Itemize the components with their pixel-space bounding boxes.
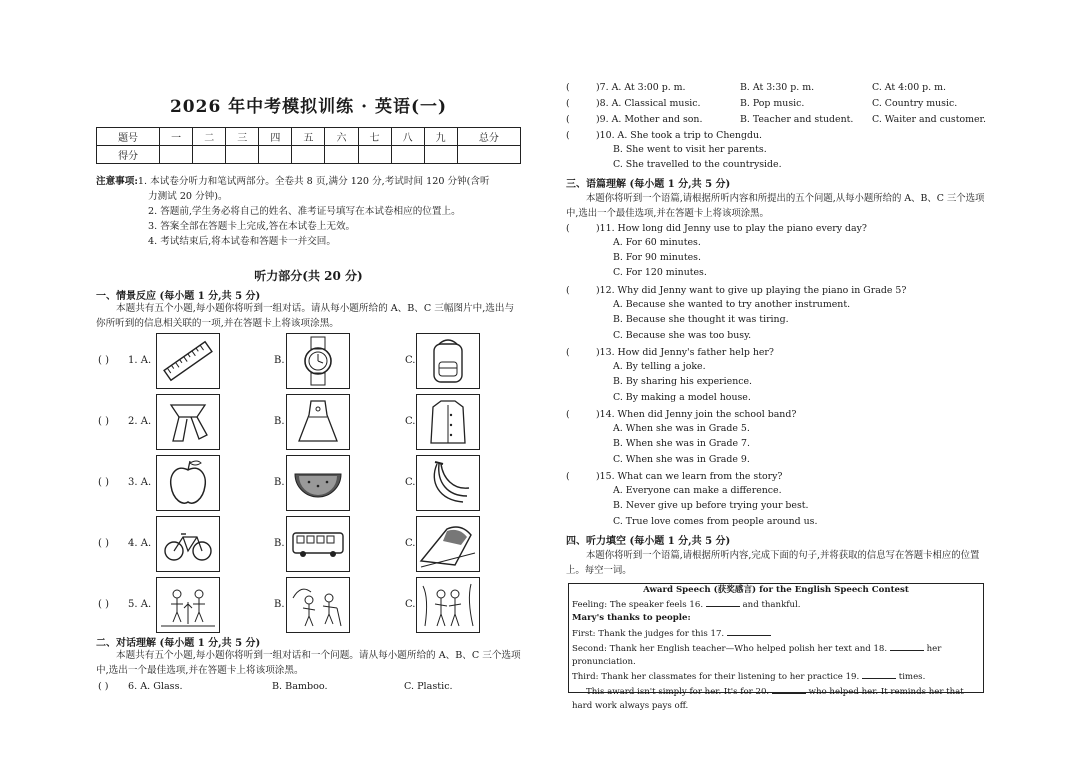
answer-bracket[interactable]: ( ) (98, 538, 109, 549)
bus-image[interactable] (286, 516, 350, 572)
speech-text: times. (898, 672, 926, 683)
option-b: B. When she was in Grade 7. (613, 438, 750, 449)
option-a: A. Because she wanted to try another instrument. (613, 299, 851, 310)
score-header-cell: 九 (424, 128, 457, 146)
option-c-label: C. (405, 355, 416, 366)
option-a: 6. A. Glass. (128, 681, 183, 692)
listening-section-title: 听力部分(共 20 分) (254, 269, 363, 283)
score-cell[interactable] (325, 146, 358, 164)
speech-text: and thankful. (742, 600, 801, 611)
option-c: C. At 4:00 p. m. (872, 82, 947, 93)
speech-text: Feeling: The speaker feels 16. (572, 600, 704, 611)
score-header-cell: 八 (391, 128, 424, 146)
score-cell[interactable] (193, 146, 226, 164)
score-cell[interactable] (358, 146, 391, 164)
question-text: )15. What can we learn from the story? (596, 471, 783, 482)
note-item: 2. 答题前,学生务必将自己的姓名、准考证号填写在本试卷相应的位置上。 (148, 206, 461, 217)
apple-image[interactable] (156, 455, 220, 511)
question-text: )13. How did Jenny's father help her? (596, 347, 774, 358)
option-c: C. Because she was too busy. (613, 330, 752, 341)
option-b: B. She went to visit her parents. (613, 144, 767, 155)
blank-16[interactable] (706, 597, 740, 607)
speech-first-line (572, 626, 980, 641)
question-number: 2. A. (128, 416, 152, 427)
option-c-label: C. (405, 477, 416, 488)
option-c-label: C. (405, 538, 416, 549)
score-cell[interactable] (424, 146, 457, 164)
option-a: A. Everyone can make a difference. (613, 485, 782, 496)
option-a: A. When she was in Grade 5. (613, 423, 750, 434)
score-header-cell: 六 (325, 128, 358, 146)
score-cell[interactable] (391, 146, 424, 164)
exam-notes (96, 174, 521, 249)
note-item: 4. 考试结束后,将本试卷和答题卡一并交回。 (148, 236, 336, 247)
note-item: 1. 本试卷分听力和笔试两部分。全卷共 8 页,满分 120 分,考试时间 120 分钟(含听 (137, 176, 490, 187)
score-header-cell: 题号 (97, 128, 160, 146)
speech-thanks-heading: Mary's thanks to people: (572, 613, 691, 624)
option-b: B. Bamboo. (272, 681, 328, 692)
score-cell[interactable] (292, 146, 325, 164)
score-cell[interactable] (160, 146, 193, 164)
blank-20[interactable] (772, 684, 806, 694)
question-1 (96, 333, 521, 389)
part3-heading: 三、语篇理解 (每小题 1 分,共 5 分) (566, 179, 731, 190)
notes-label: 注意事项: (96, 176, 138, 187)
score-table-header-row (97, 128, 521, 146)
train-image[interactable] (416, 516, 480, 572)
bicycle-image[interactable] (156, 516, 220, 572)
part2-heading: 二、对话理解 (每小题 1 分,共 5 分) (96, 638, 261, 649)
award-speech-box (568, 583, 984, 711)
option-b: B. Because she thought it was tiring. (613, 314, 789, 325)
score-header-cell: 五 (292, 128, 325, 146)
bananas-image[interactable] (416, 455, 480, 511)
option-c: C. Plastic. (404, 681, 453, 692)
dress-image[interactable] (286, 394, 350, 450)
couple-walking-image[interactable] (416, 577, 480, 633)
answer-bracket[interactable]: ( ) (98, 416, 109, 427)
blank-17[interactable] (727, 626, 771, 636)
right-page (566, 0, 986, 764)
option-b: B. Pop music. (740, 98, 805, 109)
option-a: )8. A. Classical music. (596, 98, 701, 109)
watch-image[interactable] (286, 333, 350, 389)
option-a: A. For 60 minutes. (613, 237, 701, 248)
answer-bracket[interactable]: ( (566, 285, 570, 296)
note-item: 力测试 20 分钟)。 (148, 191, 228, 202)
part1-heading: 一、情景反应 (每小题 1 分,共 5 分) (96, 291, 261, 302)
question-text: )12. Why did Jenny want to give up playing the piano in Grade 5? (596, 285, 907, 296)
part4-instruction: 本题你将听到一个语篇,请根据所听内容,完成下面的句子,并将获取的信息写在答题卡相应的位置上。每空一词。 (566, 550, 980, 576)
option-b-label: B. (274, 416, 285, 427)
scarf-image[interactable] (156, 394, 220, 450)
answer-bracket[interactable]: ( (566, 130, 570, 141)
score-cell[interactable] (457, 146, 520, 164)
option-c: C. True love comes from people around us. (613, 516, 818, 527)
score-header-cell: 总分 (457, 128, 520, 146)
speech-text: Third: Thank her classmates for their listening to her practice 19. (572, 672, 860, 683)
answer-bracket[interactable]: ( ) (98, 681, 109, 692)
question-3 (96, 455, 521, 511)
option-b-label: B. (274, 477, 285, 488)
score-cell[interactable] (259, 146, 292, 164)
backpack-image[interactable] (416, 333, 480, 389)
option-b: B. Never give up before trying your best. (613, 500, 809, 511)
part4-heading: 四、听力填空 (每小题 1 分,共 5 分) (566, 536, 731, 547)
speech-title: Award Speech (获奖感言) for the English Speech Contest (643, 585, 909, 595)
question-text: )14. When did Jenny join the school band? (596, 409, 797, 420)
answer-bracket[interactable]: ( (566, 409, 570, 420)
answer-bracket[interactable]: ( (566, 98, 570, 109)
speech-text: Second: Thank her English teacher—Who helped polish her text and 18. (572, 643, 888, 654)
question-number: 5. A. (128, 599, 152, 610)
option-c: C. For 120 minutes. (613, 267, 707, 278)
score-table (96, 127, 521, 164)
answer-bracket[interactable]: ( (566, 223, 570, 234)
option-a: )9. A. Mother and son. (596, 114, 703, 125)
option-b-label: B. (274, 599, 285, 610)
note-item: 3. 答案全部在答题卡上完成,答在本试卷上无效。 (148, 221, 356, 232)
option-a: )7. A. At 3:00 p. m. (596, 82, 686, 93)
score-row-label: 得分 (97, 146, 160, 164)
question-number: 3. A. (128, 477, 152, 488)
part3-instruction: 本题你将听到一个语篇,请根据所听内容和所提出的五个问题,从每小题所给的 A、B、C 三个选项中,选出一个最佳选项,并在答题卡上将该项涂黑。 (566, 193, 985, 219)
score-header-cell: 三 (226, 128, 259, 146)
option-a: A. By telling a joke. (613, 361, 706, 372)
option-a: )10. A. She took a trip to Chengdu. (596, 130, 762, 141)
answer-bracket[interactable]: ( (566, 82, 570, 93)
option-b: B. At 3:30 p. m. (740, 82, 815, 93)
speech-text: First: Thank the judges for this 17. (572, 628, 725, 639)
answer-bracket[interactable]: ( (566, 471, 570, 482)
option-c: C. When she was in Grade 9. (613, 454, 750, 465)
speech-third-line (572, 669, 980, 684)
score-header-cell: 七 (358, 128, 391, 146)
option-b-label: B. (274, 538, 285, 549)
option-c-label: C. (405, 599, 416, 610)
question-text: )11. How long did Jenny use to play the piano every day? (596, 223, 867, 234)
ruler-image[interactable] (156, 333, 220, 389)
answer-bracket[interactable]: ( ) (98, 355, 109, 366)
option-b: B. By sharing his experience. (613, 376, 753, 387)
answer-bracket[interactable]: ( ) (98, 599, 109, 610)
question-number: 4. A. (128, 538, 152, 549)
speech-last-line (572, 684, 980, 712)
score-table-score-row (97, 146, 521, 164)
watermelon-image[interactable] (286, 455, 350, 511)
part2-instruction: 本题共有五个小题,每小题你将听到一组对话和一个问题。请从每小题所给的 A、B、C 三个选项中,选出一个最佳选项,并在答题卡上将该项涂黑。 (96, 650, 521, 676)
answer-bracket[interactable]: ( (566, 347, 570, 358)
question-4 (96, 516, 521, 572)
speech-second-line (572, 641, 980, 669)
speech-text: her pronunciation. (572, 643, 942, 668)
option-c: C. Country music. (872, 98, 958, 109)
score-cell[interactable] (226, 146, 259, 164)
option-c: C. By making a model house. (613, 392, 751, 403)
kids-sweeping-image[interactable] (286, 577, 350, 633)
score-header-cell: 二 (193, 128, 226, 146)
left-page (96, 0, 521, 764)
option-c: C. Waiter and customer. (872, 114, 986, 125)
part1-instruction: 本题共有五个小题,每小题你将听到一组对话。请从每小题所给的 A、B、C 三幅图片中,选出与你所听到的信息相关联的一项,并在答题卡上将该项涂黑。 (96, 303, 515, 329)
score-header-cell: 四 (259, 128, 292, 146)
option-b: B. Teacher and student. (740, 114, 854, 125)
answer-bracket[interactable]: ( ) (98, 477, 109, 488)
option-c: C. She travelled to the countryside. (613, 159, 782, 170)
speech-feeling-line (572, 597, 980, 612)
exam-title: 2026 年中考模拟训练 · 英语(一) (169, 97, 448, 117)
speech-text: who helped her. It reminds her that hard work always pays off. (572, 687, 964, 711)
question-number: 1. A. (128, 355, 152, 366)
question-5 (96, 577, 521, 633)
coat-image[interactable] (416, 394, 480, 450)
speech-text: This award isn't simply for her. It's for 20. (586, 687, 770, 698)
blank-19[interactable] (862, 669, 896, 679)
question-2 (96, 394, 521, 450)
option-c-label: C. (405, 416, 416, 427)
kids-planting-image[interactable] (156, 577, 220, 633)
answer-bracket[interactable]: ( (566, 114, 570, 125)
option-b: B. For 90 minutes. (613, 252, 701, 263)
score-header-cell: 一 (160, 128, 193, 146)
blank-18[interactable] (890, 641, 924, 651)
option-b-label: B. (274, 355, 285, 366)
